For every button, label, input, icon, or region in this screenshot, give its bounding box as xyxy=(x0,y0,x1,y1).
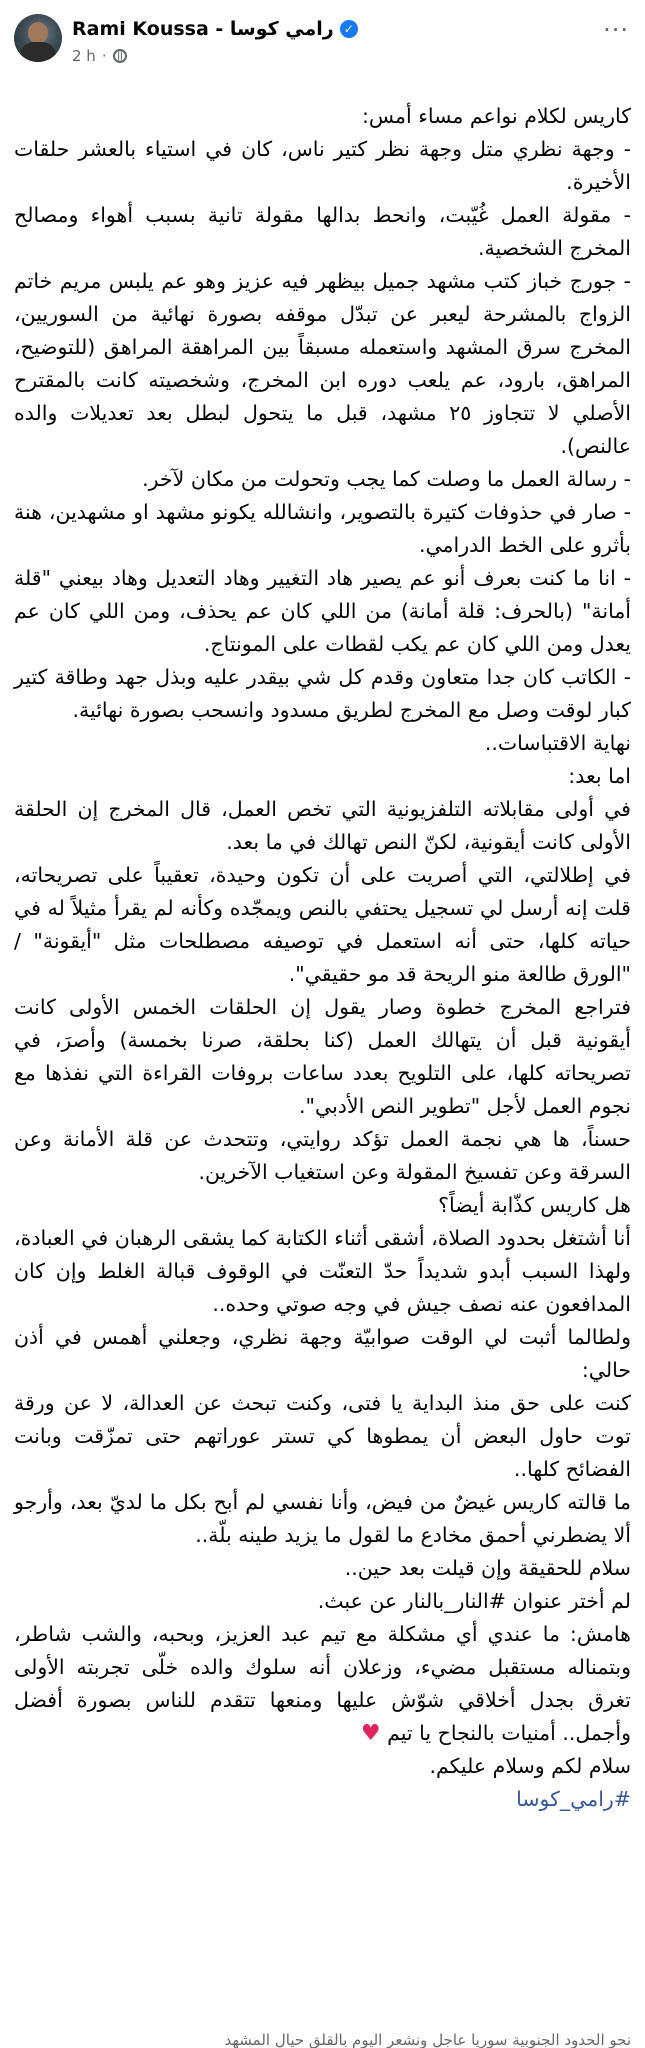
post-paragraph: أنا أشتغل بحدود الصلاة، أشقى أثناء الكتابة كما يشقى الرهبان في العبادة، ولهذا السبب أبدو شديداً حدّ التعنّت في الوقوف قبالة الغلط وإن كان المدافعون عنه نصف جيش في وجه صوتي وحده.. xyxy=(14,1226,631,1316)
post-paragraph: ولطالما أثبت لي الوقت صوابيّة وجهة نظري، وجعلني أهمس في أذن حالي: xyxy=(14,1325,631,1382)
post-paragraph: في إطلالتي، التي أصريت على أن تكون وحيدة، تعقيباً على تصريحاته، قلت إنه أرسل لي تسجيل يحتفي بالنص ويمجّده وكأنه لم يقرأ مثيلاً له في حياته كلها، حتى أنه استعمل في توصيفه مصطلحات مثل "أيقونة" / "الورق طالعة منو الريحة قد مو حقيقي". xyxy=(14,863,631,986)
avatar-face xyxy=(28,22,48,44)
post-hashtag-link[interactable]: #رامي_كوسا xyxy=(516,1787,631,1811)
post-paragraph: فتراجع المخرج خطوة وصار يقول إن الحلقات الخمس الأولى كانت أيقونية قبل أن يتهالك العمل (كنا بحلقة، صرنا بخمسة) وأصرَ، في تصريحاته كلها، على التلويح بعدد ساعات بروفات القراءة التي نفذها مع نجوم العمل لأجل "تطوير النص الأدبي". xyxy=(14,995,631,1118)
globe-icon xyxy=(113,49,127,63)
post-paragraph: في أولى مقابلاته التلفزيونية التي تخص العمل، قال المخرج إن الحلقة الأولى كانت أيقونية، لكنّ النص تهالك في ما بعد. xyxy=(14,797,631,854)
post-paragraph-margin-note xyxy=(14,1618,631,1750)
verified-badge-icon: ✓ xyxy=(340,20,358,38)
post-paragraph: هل كاريس كذّابة أيضاً؟ xyxy=(438,1193,631,1217)
post-paragraph: - رسالة العمل ما وصلت كما يجب وتحولت من مكان لآخر. xyxy=(142,467,631,491)
post-paragraph: سلام لكم وسلام عليكم. xyxy=(429,1754,631,1778)
avatar-body xyxy=(20,42,56,62)
post-header xyxy=(0,0,645,100)
meta-separator: · xyxy=(101,47,107,65)
post-paragraph: كنت على حق منذ البداية يا فتى، وكنت تبحث عن العدالة، لا عن ورقة توت حاول البعض أن يمطوها كي تستر عوراتهم حتى تمزّقت وبانت الفضائح كلها.. xyxy=(14,1391,631,1481)
more-options-icon[interactable]: ··· xyxy=(603,16,629,44)
author-row xyxy=(72,18,585,40)
post-meta xyxy=(72,47,127,65)
post-paragraph: كاريس لكلام نواعم مساء أمس: xyxy=(361,104,631,128)
margin-note-text: هامش: ما عندي أي مشكلة مع تيم عبد العزيز، وبحبه، والشب شاطر، وبتمناله مستقبل مضيء، وزعلان أنه سلوك والده خلّى تجربته الأولى تغرق بجدل أخلاقي شوّش عليها ومنعها تتقدم للناس بصورة أفضل وأجمل.. أمنيات بالنجاح يا تيم xyxy=(14,1622,631,1745)
post-paragraph: حسناً، ها هي نجمة العمل تؤكد روايتي، وتتحدث عن قلة الأمانة وعن السرقة وعن تفسيخ المقولة وعن استغياب الآخرين. xyxy=(14,1127,631,1184)
post-paragraph: - وجهة نظري متل وجهة نظر كتير ناس، كان في استياء بالعشر حلقات الأخيرة. xyxy=(14,137,631,194)
red-heart-emoji: ♥ xyxy=(360,1721,381,1746)
author-name[interactable]: Rami Koussa - رامي كوسا xyxy=(72,18,334,40)
post-paragraph: اما بعد: xyxy=(568,764,631,788)
hashtag-line-text: لم أختر عنوان #النار_بالنار عن عبث. xyxy=(317,1589,631,1613)
post-paragraph: - صار في حذوفات كتيرة بالتصوير، وانشالله يكونو مشهد او مشهدين، هنة بأثرو على الخط الدرامي. xyxy=(14,500,631,557)
post-paragraph: - جورج خباز كتب مشهد جميل بيظهر فيه عزيز وهو عم يلبس مريم خاتم الزواج بالمشرحة ليعبر عن تبدّل موقفه بصورة نهائية من السوريين، المخرج سرق المشهد واستعمله مسبقاً بين المراهقة المراهق (للتوضيح، المراهق، بارود، عم يلعب دوره ابن المخرج، وشخصيته كانت بالمقترح الأصلي لا تتجاوز ٢٥ مشهد، قبل ما يتحول لبطل بعد تعديلات والده عالنص). xyxy=(14,269,632,458)
post-body xyxy=(0,100,645,1816)
post-paragraph: سلام للحقيقة وإن قيلت بعد حين.. xyxy=(344,1556,631,1580)
post-paragraph: ما قالته كاريس غيضٌ من فيض، وأنا نفسي لم أبح بكل ما لديّ بعد، وأرجو ألا يضطرني أحمق مخادع ما لقول ما يزيد طينه بلّة.. xyxy=(14,1490,631,1547)
post-time[interactable]: 2 h xyxy=(72,47,96,65)
post-paragraph: - انا ما كنت بعرف أنو عم يصير هاد التغيير وهاد التعديل وهاد بيعني "قلة أمانة" (بالحرف: قلة أمانة) من اللي كان عم يحذف، ومن اللي كان عم يعدل ومن اللي كان عم يكب لقطات على المونتاج. xyxy=(14,566,631,656)
post-paragraph: نهاية الاقتباسات.. xyxy=(484,731,631,755)
next-post-preview-cut: نحو الحدود الجنوبية سوريا عاجل ونشعر اليوم بالقلق حيال المشهد xyxy=(224,2033,631,2048)
author-avatar[interactable] xyxy=(14,14,62,62)
post-paragraph: - مقولة العمل غُيّبت، وانحط بدالها مقولة تانية بسبب أهواء ومصالح المخرج الشخصية. xyxy=(14,203,631,260)
post-paragraph: - الكاتب كان جدا متعاون وقدم كل شي بيقدر عليه وبذل جهد وطاقة كتير كبار لوقت وصل مع المخرج لطريق مسدود وانسحب بصورة نهائية. xyxy=(14,665,631,722)
post-paragraph-hashtag-line xyxy=(14,1585,631,1618)
